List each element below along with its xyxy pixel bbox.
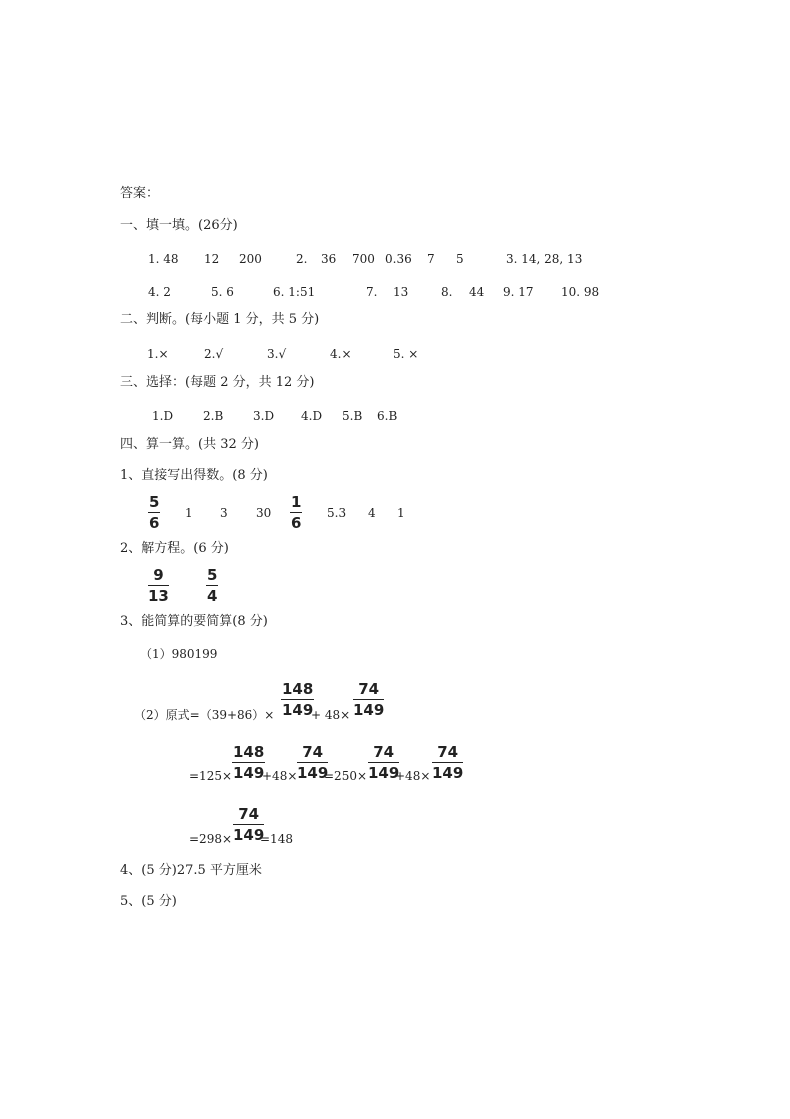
answer-item: 5 — [456, 252, 464, 266]
fraction-denominator: 6 — [149, 514, 160, 532]
answer-item: 12 — [204, 252, 220, 266]
answer-item: 9. 17 — [503, 285, 534, 299]
result-value: 1 — [185, 506, 193, 520]
fraction-numerator: 74 — [297, 743, 328, 763]
fraction — [353, 680, 384, 719]
fraction — [432, 743, 463, 782]
answer-item: 7. — [366, 285, 378, 299]
q3-step-text: =125× — [189, 769, 233, 783]
q3-step-text: =250× — [324, 769, 368, 783]
q3-part-2-text: + 48× — [311, 708, 351, 722]
q4-answer: 4、(5 分)27.5 平方厘米 — [120, 863, 262, 878]
fraction-denominator: 149 — [282, 701, 314, 719]
answer-item: 6. 1:51 — [273, 285, 316, 299]
judge-item: 5. × — [393, 347, 419, 361]
fraction — [148, 493, 160, 532]
fraction-numerator: 1 — [291, 493, 302, 511]
fraction-numerator: 74 — [432, 743, 463, 763]
fraction-numerator: 5 — [149, 493, 160, 511]
fraction-numerator: 148 — [282, 680, 314, 698]
answer-item: 200 — [239, 252, 262, 266]
fraction-numerator: 9 — [148, 566, 169, 586]
result-value: 3 — [220, 506, 228, 520]
judge-item: 4.× — [330, 347, 352, 361]
choice-item: 3.D — [253, 409, 275, 423]
answer-item: 700 — [352, 252, 375, 266]
answer-item: 5. 6 — [211, 285, 234, 299]
q3-part-2-text: （2）原式=（39+86）× — [134, 708, 275, 722]
answer-item: 8. — [441, 285, 453, 299]
section-4-heading: 四、算一算。(共 32 分) — [120, 437, 259, 452]
fraction-denominator: 149 — [233, 826, 265, 844]
q3-step-text: +48× — [262, 769, 298, 783]
judge-item: 1.× — [147, 347, 169, 361]
answer-item: 44 — [469, 285, 485, 299]
fraction — [281, 680, 314, 719]
q2-heading: 2、解方程。(6 分) — [120, 541, 229, 556]
fraction-denominator: 149 — [368, 764, 400, 782]
answer-item: 3. 14, 28, 13 — [506, 252, 583, 266]
section-2-heading: 二、判断。(每小题 1 分，共 5 分) — [120, 312, 320, 327]
judge-item: 3.√ — [267, 347, 287, 361]
section-1-heading: 一、填一填。(26分) — [120, 218, 238, 233]
choice-item: 6.B — [377, 409, 398, 423]
judge-item: 2.√ — [204, 347, 224, 361]
fraction — [232, 743, 265, 782]
fraction-denominator: 4 — [207, 587, 218, 605]
fraction — [290, 493, 302, 532]
choice-item: 2.B — [203, 409, 224, 423]
answer-title: 答案： — [120, 186, 160, 201]
fraction-denominator: 6 — [291, 514, 302, 532]
answer-item: 13 — [393, 285, 409, 299]
q3-step-text: =298× — [189, 832, 233, 846]
answer-item: 10. 98 — [561, 285, 600, 299]
q3-step-text: +48× — [395, 769, 431, 783]
q5-heading: 5、(5 分) — [120, 894, 177, 909]
fraction-numerator: 148 — [233, 743, 265, 761]
fraction — [148, 566, 169, 605]
fraction-numerator: 74 — [233, 805, 264, 825]
q3-heading: 3、能简算的要简算(8 分) — [120, 614, 268, 629]
answer-item: 36 — [321, 252, 337, 266]
result-value: 30 — [256, 506, 272, 520]
fraction-denominator: 149 — [297, 764, 329, 782]
section-3-heading: 三、选择：(每题 2 分，共 12 分) — [120, 375, 315, 390]
q1-heading: 1、直接写出得数。(8 分) — [120, 468, 268, 483]
fraction-denominator: 13 — [148, 587, 169, 605]
result-value: 5.3 — [327, 506, 347, 520]
q3-part-1: （1）980199 — [140, 647, 218, 661]
fraction-denominator: 149 — [233, 764, 265, 782]
fraction-numerator: 74 — [368, 743, 399, 763]
result-value: 1 — [397, 506, 405, 520]
answer-item: 7 — [427, 252, 435, 266]
result-value: 4 — [368, 506, 376, 520]
answer-item: 0.36 — [385, 252, 412, 266]
choice-item: 5.B — [342, 409, 363, 423]
answer-item: 1. 48 — [148, 252, 179, 266]
choice-item: 1.D — [152, 409, 174, 423]
fraction-numerator: 74 — [353, 680, 384, 700]
choice-item: 4.D — [301, 409, 323, 423]
fraction-numerator: 5 — [207, 566, 218, 584]
answer-item: 4. 2 — [148, 285, 171, 299]
answer-item: 2. — [296, 252, 308, 266]
fraction-denominator: 149 — [353, 701, 385, 719]
fraction-denominator: 149 — [432, 764, 464, 782]
fraction — [206, 566, 218, 605]
q3-step-text: =148 — [260, 832, 293, 846]
